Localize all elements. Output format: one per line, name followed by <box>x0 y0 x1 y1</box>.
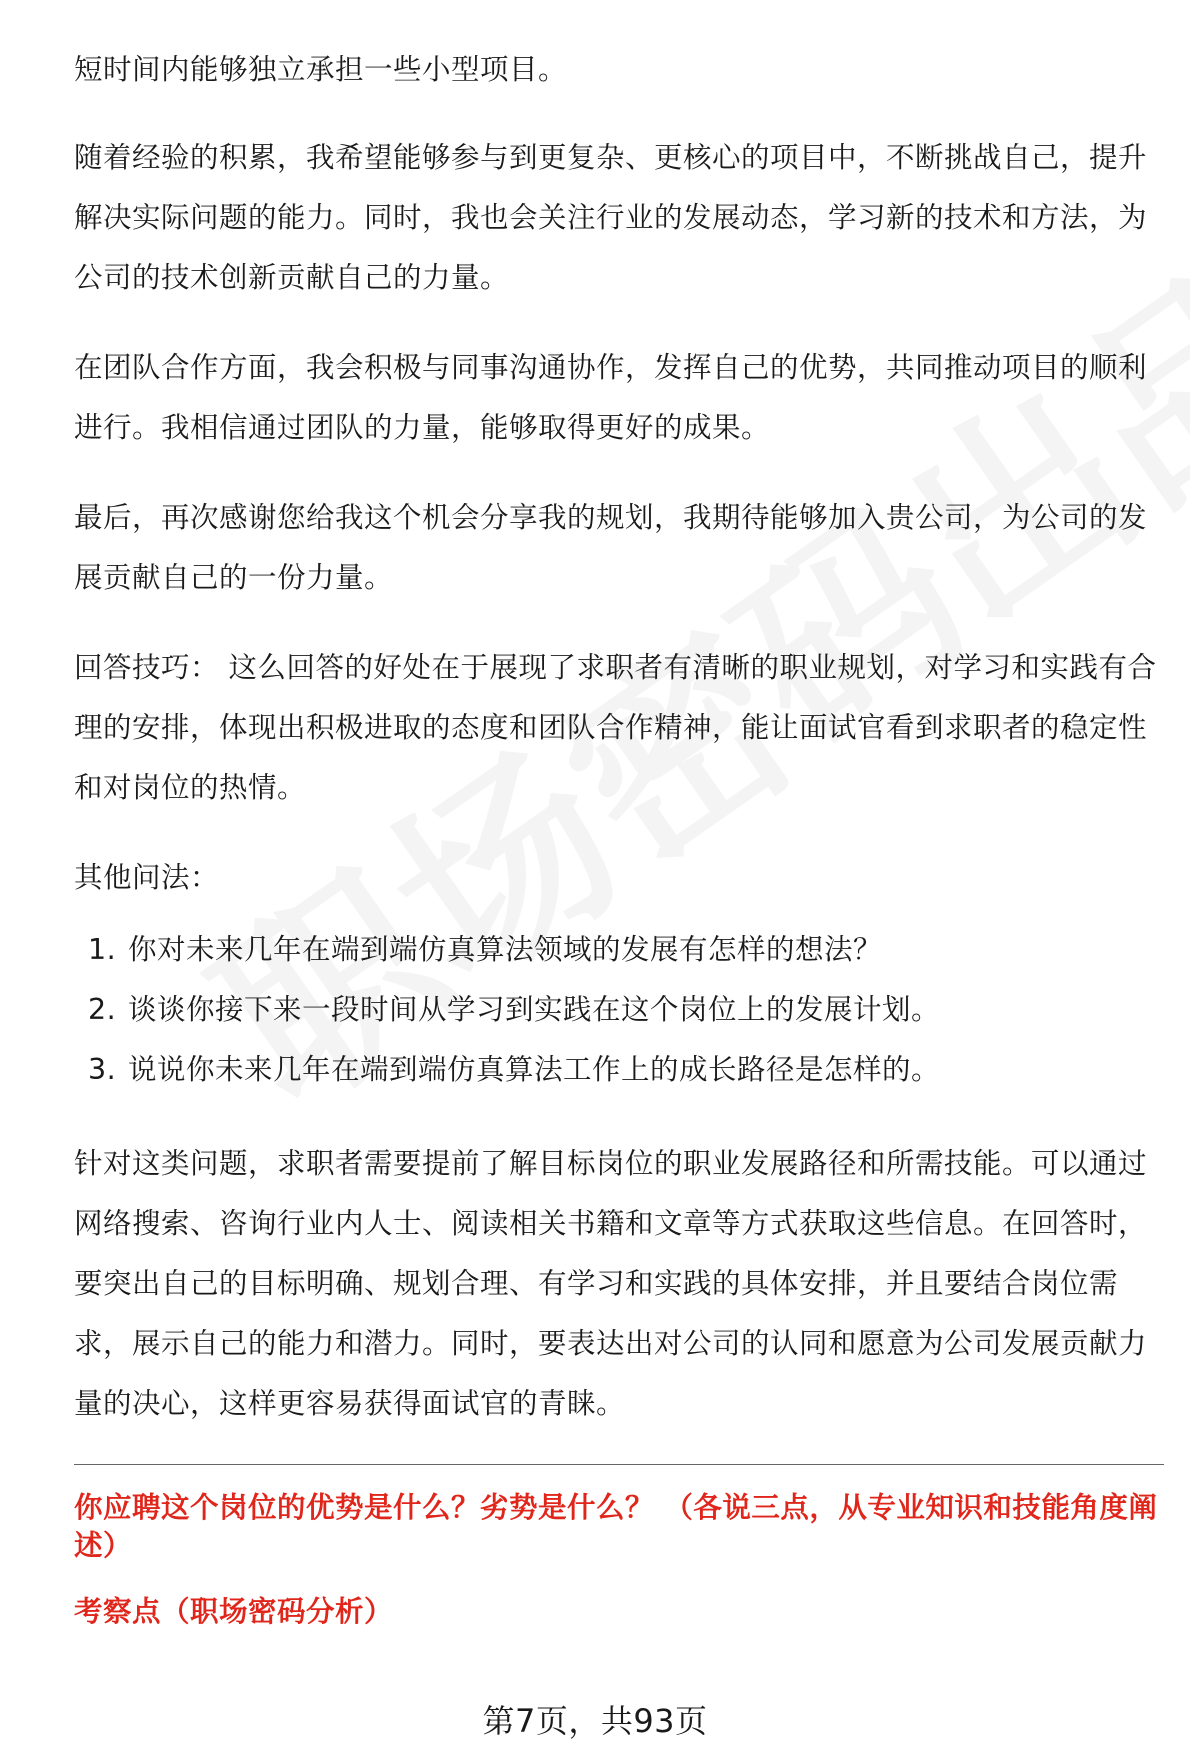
list-item-number: 1. <box>88 933 117 966</box>
next-question-heading: 你应聘这个岗位的优势是什么？劣势是什么？ （各说三点，从专业知识和技能角度阐述） <box>74 1491 1158 1562</box>
paragraph-continuation: 短时间内能够独立承担一些小型项目。 <box>74 53 568 86</box>
list-item-text: 谈谈你接下来一段时间从学习到实践在这个岗位上的发展计划。 <box>128 993 941 1026</box>
list-item <box>74 980 1164 1040</box>
list-item-number: 2. <box>88 993 117 1026</box>
list-item-text: 说说你未来几年在端到端仿真算法工作上的成长路径是怎样的。 <box>128 1053 941 1086</box>
page-content <box>74 40 1164 1631</box>
section-divider <box>74 1464 1164 1465</box>
page-number: 第7页，共93页 <box>482 1702 708 1740</box>
list-item <box>74 1040 1164 1100</box>
paragraph-advice: 针对这类问题，求职者需要提前了解目标岗位的职业发展路径和所需技能。可以通过网络搜索、咨询行业内人士、阅读相关书籍和文章等方式获取这些信息。在回答时，要突出自己的目标明确、规划合理、有学习和实践的具体安排，并且要结合岗位需求，展示自己的能力和潜力。同时，要表达出对公司的认同和愿意为公司发展贡献力量的决心，这样更容易获得面试官的青睐。 <box>74 1147 1148 1420</box>
paragraph-answer-tips: 回答技巧： 这么回答的好处在于展现了求职者有清晰的职业规划，对学习和实践有合理的安排，体现出积极进取的态度和团队合作精神，能让面试官看到求职者的稳定性和对岗位的热情。 <box>74 651 1157 804</box>
other-questions-label: 其他问法： <box>74 861 220 894</box>
list-item <box>74 920 1164 980</box>
list-item-text: 你对未来几年在端到端仿真算法领域的发展有怎样的想法？ <box>128 933 883 966</box>
paragraph-experience: 随着经验的积累，我希望能够参与到更复杂、更核心的项目中，不断挑战自己，提升解决实际问题的能力。同时，我也会关注行业的发展动态，学习新的技术和方法，为公司的技术创新贡献自己的力量。 <box>74 141 1148 294</box>
assessment-subheading: 考察点（职场密码分析） <box>74 1595 394 1628</box>
list-item-number: 3. <box>88 1053 117 1086</box>
paragraph-teamwork: 在团队合作方面，我会积极与同事沟通协作，发挥自己的优势，共同推动项目的顺利进行。我相信通过团队的力量，能够取得更好的成果。 <box>74 351 1148 444</box>
paragraph-closing: 最后，再次感谢您给我这个机会分享我的规划，我期待能够加入贵公司，为公司的发展贡献自己的一份力量。 <box>74 501 1148 594</box>
other-questions-list <box>74 920 1164 1100</box>
